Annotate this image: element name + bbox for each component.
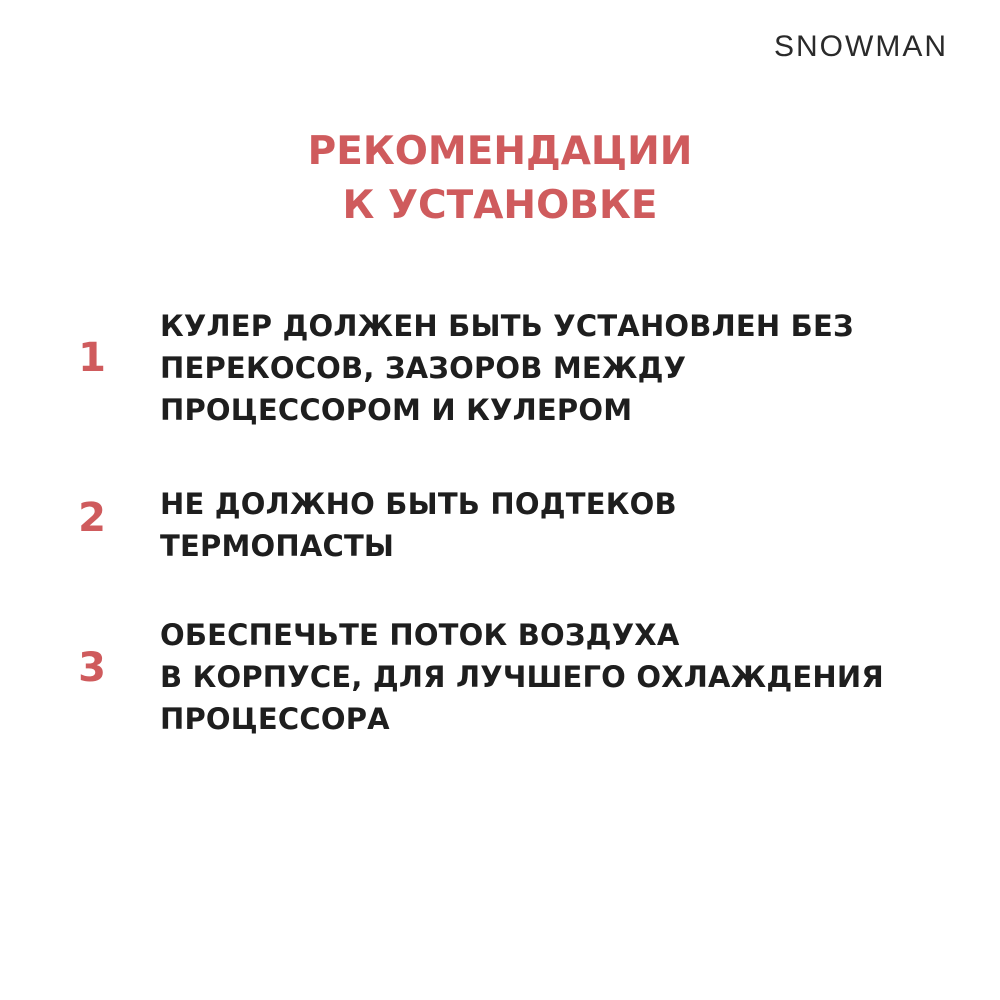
item-3-line-3: ПРОЦЕССОРА (160, 702, 390, 736)
page-title (0, 125, 1000, 233)
page-title-line-2: К УСТАНОВКЕ (342, 183, 658, 228)
brand-logo: SNOWMAN (774, 30, 948, 63)
item-3-line-2: В КОРПУСЕ, ДЛЯ ЛУЧШЕГО ОХЛАЖДЕНИЯ (160, 660, 884, 694)
item-1-line-3: ПРОЦЕССОРОМ И КУЛЕРОМ (160, 393, 633, 427)
item-text-3 (160, 614, 980, 740)
item-number-1: 1 (78, 335, 106, 381)
item-number-3: 3 (78, 645, 106, 691)
item-text-2 (160, 483, 980, 567)
item-text-1 (160, 305, 980, 431)
item-number-2: 2 (78, 495, 106, 541)
item-3-line-1: ОБЕСПЕЧЬТЕ ПОТОК ВОЗДУХА (160, 618, 680, 652)
item-1-line-2: ПЕРЕКОСОВ, ЗАЗОРОВ МЕЖДУ (160, 351, 687, 385)
item-2-line-2: ТЕРМОПАСТЫ (160, 529, 395, 563)
item-2-line-1: НЕ ДОЛЖНО БЫТЬ ПОДТЕКОВ (160, 487, 677, 521)
item-1-line-1: КУЛЕР ДОЛЖЕН БЫТЬ УСТАНОВЛЕН БЕЗ (160, 309, 854, 343)
page-title-line-1: РЕКОМЕНДАЦИИ (307, 129, 693, 174)
